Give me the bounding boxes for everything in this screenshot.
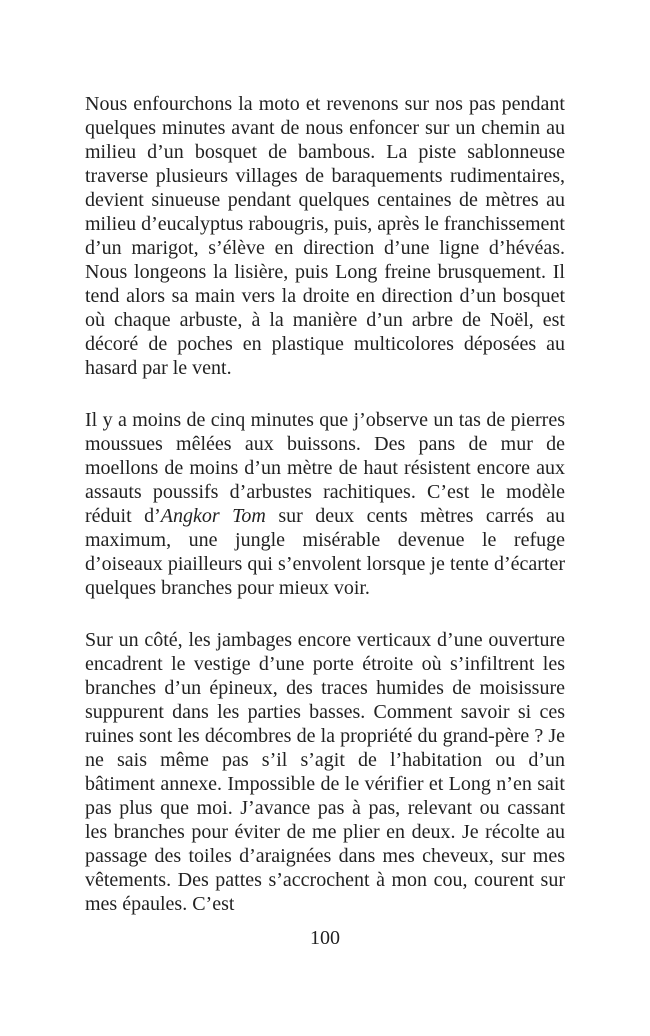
italic-text-segment: Angkor Tom bbox=[160, 505, 266, 527]
text-segment: Sur un côté, les jambages encore verticaux d’une ouverture encadrent le vestige d’une porte étroite où s’infiltrent les branches d’un épineux, des traces humides de moisissure suppurent dans les parties basses. Comment savoir si ces ruines sont les décombres de la propriété du grand-père ? Je ne sais même pas s’il s’agit de l’habitation ou d’un bâtiment annexe. Impossible de le vérifier et Long n’en sait pas plus que moi. J’avance pas à pas, relevant ou cassant les branches pour éviter de me plier en deux. Je récolte au passage des toiles d’araignées dans mes cheveux, sur mes vêtements. Des pattes s’accrochent à mon cou, courent sur mes épaules. C’est bbox=[85, 629, 565, 915]
text-block bbox=[85, 92, 565, 916]
text-segment: Nous enfourchons la moto et revenons sur nos pas pendant quelques minutes avant de nous enfoncer sur un chemin au milieu d’un bosquet de bambous. La piste sablonneuse traverse plusieurs villages de baraquements rudimentaires, devient sinueuse pendant quelques centaines de mètres au milieu d’eucalyptus rabougris, puis, après le franchissement d’un marigot, s’élève en direction d’une ligne d’hévéas. Nous longeons la lisière, puis Long freine brusquement. Il tend alors sa main vers la droite en direction d’un bosquet où chaque arbuste, à la manière d’un arbre de Noël, est décoré de poches en plastique multicolores déposées au hasard par le vent. bbox=[85, 93, 565, 379]
paragraph bbox=[85, 92, 565, 380]
paragraph bbox=[85, 408, 565, 600]
text-segment: sur deux cents mètres carrés au maximum, une jungle misérable devenue le refuge d’oiseaux piailleurs qui s’envolent lorsque je tente d’écarter quelques branches pour mieux voir. bbox=[85, 505, 565, 599]
paragraph bbox=[85, 628, 565, 916]
page-number: 100 bbox=[310, 927, 340, 949]
text-segment: Il y a moins de cinq minutes que j’observe un tas de pierres moussues mêlées aux buissons. Des pans de mur de moellons de moins d’un mètre de haut résistent encore aux assauts poussifs d’arbustes rachitiques. C’est le modèle réduit d’ bbox=[85, 409, 565, 527]
